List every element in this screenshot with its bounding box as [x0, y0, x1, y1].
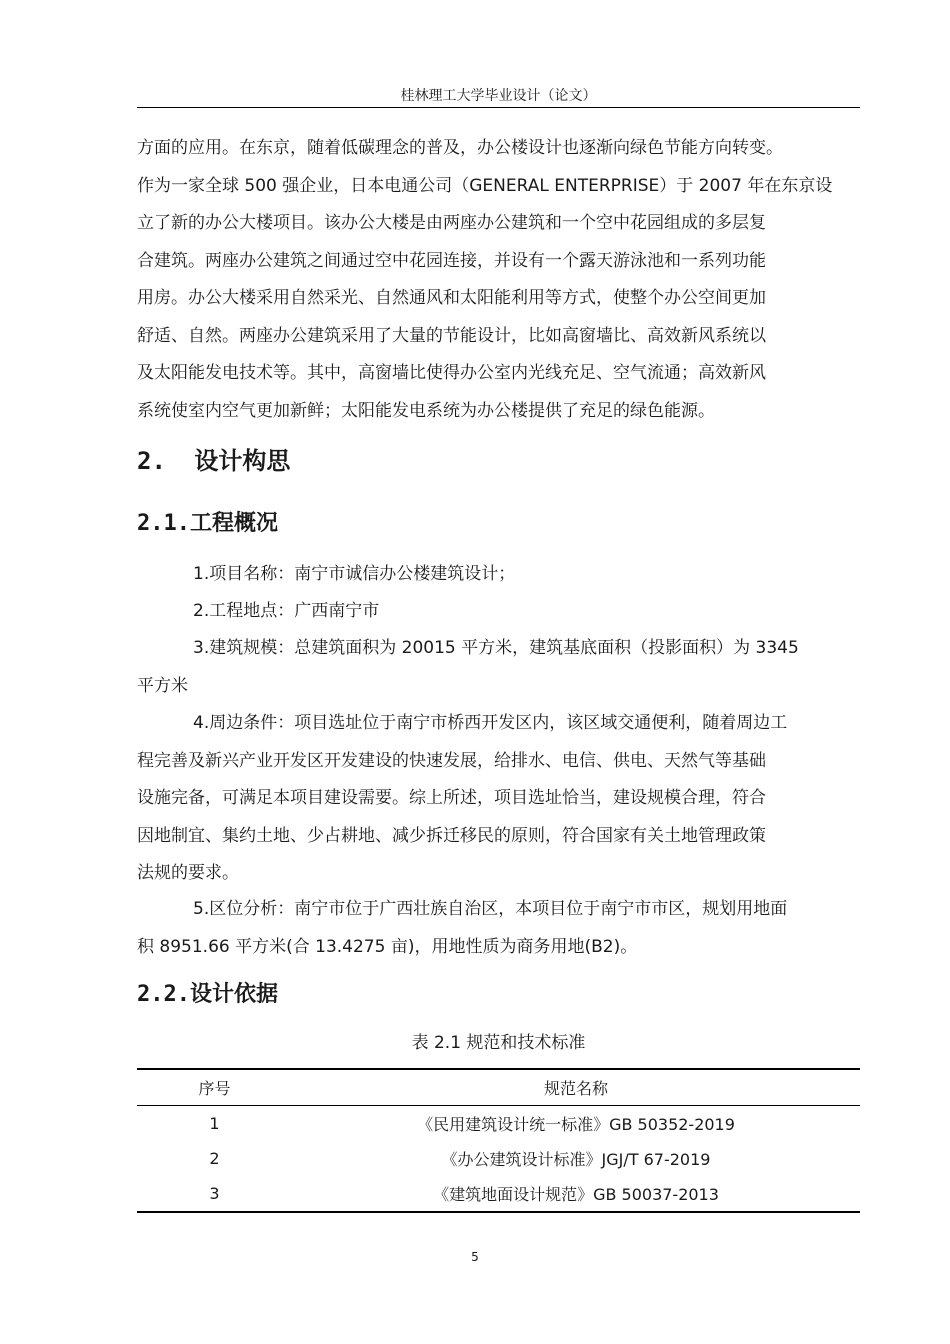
column-header-index: 序号 — [137, 1069, 292, 1106]
paragraph-line: 系统使室内空气更加新鲜；太阳能发电系统为办公楼提供了充足的绿色能源。 — [137, 400, 715, 421]
list-item-line: 因地制宜、集约土地、少占耕地、减少拆迁移民的原则，符合国家有关土地管理政策 — [137, 825, 766, 846]
paragraph-line: 方面的应用。在东京，随着低碳理念的普及，办公楼设计也逐渐向绿色节能方向转变。 — [137, 138, 783, 158]
cell-standard-name: 《建筑地面设计规范》GB 50037-2013 — [292, 1176, 860, 1212]
list-item-location-analysis — [137, 891, 860, 966]
table-header-row — [137, 1069, 860, 1106]
list-item-scale — [137, 630, 860, 705]
list-item-location — [137, 593, 860, 631]
section-title: 设计依据 — [189, 982, 278, 1007]
section-heading-2 — [137, 444, 290, 478]
paragraph-line: 作为一家全球 500 强企业，日本电通公司（GENERAL ENTERPRISE）于 2007 年在东京设 — [137, 175, 833, 196]
paragraph-line: 舒适、自然。两座办公建筑采用了大量的节能设计，比如高窗墙比、高效新风系统以 — [137, 325, 766, 346]
section-heading-2-2 — [137, 979, 278, 1011]
paragraph-line: 用房。办公大楼采用自然采光、自然通风和太阳能利用等方式，使整个办公空间更加 — [137, 288, 766, 308]
section-number: 2.2. — [137, 982, 190, 1007]
table-caption: 表 2.1 规范和技术标准 — [411, 1033, 586, 1053]
cell-standard-name: 《办公建筑设计标准》JGJ/T 67-2019 — [441, 1150, 711, 1169]
list-item-line: 3.建筑规模：总建筑面积为 20015 平方米，建筑基底面积（投影面积）为 3345 — [193, 638, 799, 658]
intro-paragraph — [137, 130, 860, 430]
list-item-line: 法规的要求。 — [137, 863, 239, 883]
cell-index: 2 — [209, 1149, 220, 1168]
table-row — [137, 1106, 860, 1142]
cell-index: 1 — [209, 1114, 220, 1133]
running-header: 桂林理工大学毕业设计（论文） — [400, 88, 597, 104]
column-header-standard-name: 规范名称 — [292, 1069, 860, 1106]
table-row — [137, 1176, 860, 1212]
list-item-line: 5.区位分析：南宁市位于广西壮族自治区，本项目位于南宁市市区，规划用地面 — [193, 899, 788, 919]
section-number: 2.1. — [137, 511, 190, 536]
list-item-line: 程完善及新兴产业开发区开发建设的快速发展，给排水、电信、供电、天然气等基础 — [137, 750, 766, 771]
list-item-line: 平方米 — [137, 675, 188, 696]
table-row — [137, 1141, 860, 1176]
list-item-project-name — [137, 556, 860, 594]
paragraph-line: 立了新的办公大楼项目。该办公大楼是由两座办公建筑和一个空中花园组成的多层复 — [137, 213, 766, 233]
list-item-line: 4.周边条件：项目选址位于南宁市桥西开发区内，该区域交通便利，随着周边工 — [193, 713, 788, 733]
paragraph-line: 合建筑。两座办公建筑之间通过空中花园连接，并设有一个露天游泳池和一系列功能 — [137, 250, 766, 271]
section-number: 2. — [137, 447, 166, 475]
section-title: 设计构思 — [194, 447, 291, 475]
section-heading-2-1 — [137, 508, 278, 540]
cell-standard-name: 《民用建筑设计统一标准》GB 50352-2019 — [417, 1115, 735, 1134]
list-item-line: 1.项目名称：南宁市诚信办公楼建筑设计； — [193, 564, 516, 584]
section-title: 工程概况 — [189, 511, 278, 536]
page-number: 5 — [471, 1250, 479, 1264]
standards-table — [137, 1068, 860, 1213]
cell-index: 3 — [137, 1176, 292, 1212]
list-item-line: 2.工程地点：广西南宁市 — [193, 601, 380, 621]
header-rule — [137, 107, 860, 108]
list-item-surroundings — [137, 705, 860, 893]
list-item-line: 设施完备，可满足本项目建设需要。综上所述，项目选址恰当，建设规模合理，符合 — [137, 788, 766, 808]
list-item-line: 积 8951.66 平方米(合 13.4275 亩)，用地性质为商务用地(B2)。 — [137, 936, 638, 957]
paragraph-line: 及太阳能发电技术等。其中，高窗墙比使得办公室内光线充足、空气流通；高效新风 — [137, 363, 766, 383]
